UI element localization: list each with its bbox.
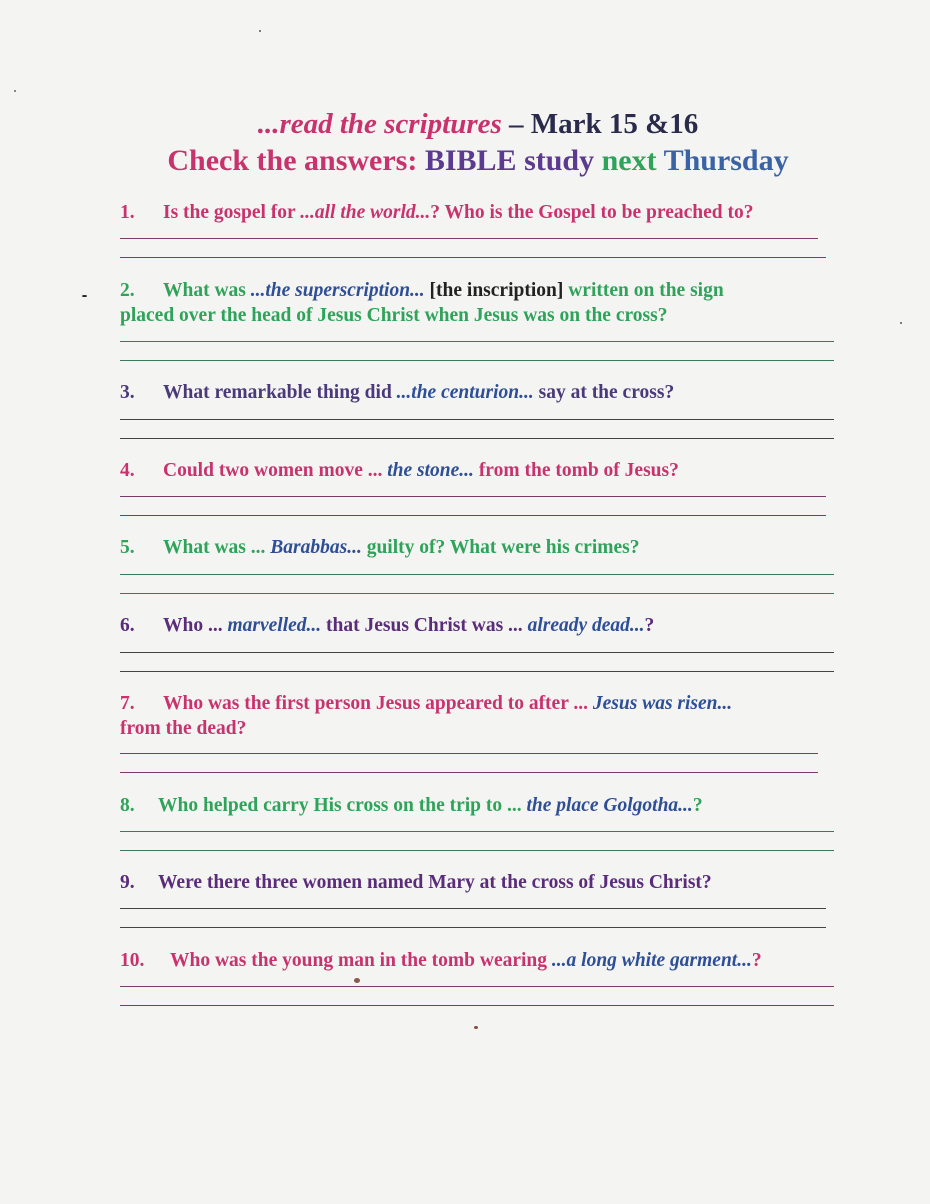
subtitle-next: next [601, 144, 657, 177]
subtitle-bible: BIBLE [424, 144, 517, 177]
question-number: 5. [120, 537, 135, 558]
answer-line [120, 753, 818, 754]
subtitle-check-answers: Check the answers: [167, 144, 425, 177]
question-number: 2. [120, 280, 135, 301]
question-2: 2. What was ...the superscription... [the inscription] written on the sign placed over the head of Jesus Christ when Jesus was on the cross? [120, 280, 724, 326]
question-number: 9. [120, 872, 135, 893]
answer-line [120, 238, 818, 239]
question-8: 8. Who helped carry His cross on the trip to ... the place Golgotha...? [120, 795, 703, 816]
answer-line [120, 850, 834, 851]
question-number: 6. [120, 615, 135, 636]
subtitle-thursday: Thursday [656, 144, 789, 177]
answer-line [120, 908, 826, 909]
answer-line [120, 671, 834, 672]
question-6: 6. Who ... marvelled... that Jesus Christ was ... already dead...? [120, 615, 655, 636]
answer-line [120, 574, 834, 575]
scan-speck [900, 322, 902, 324]
answer-line [120, 1005, 834, 1006]
question-10: 10. Who was the young man in the tomb wearing ...a long white garment...? [120, 950, 762, 971]
question-1: 1. Is the gospel for ...all the world...? Who is the Gospel to be preached to? [120, 202, 754, 223]
title-scripture-phrase: ...read the scriptures [257, 108, 502, 140]
answer-line [120, 257, 826, 258]
answer-line [120, 496, 826, 497]
answer-line [120, 986, 834, 987]
worksheet-subtitle [0, 144, 930, 178]
answer-line [120, 652, 834, 653]
answer-line [120, 438, 834, 439]
scan-speck [474, 1026, 478, 1029]
answer-line [120, 593, 834, 594]
answer-line [120, 419, 834, 420]
answer-line [120, 515, 826, 516]
answer-line [120, 772, 818, 773]
answer-line [120, 360, 834, 361]
question-number: 8. [120, 795, 135, 816]
question-7: 7. Who was the first person Jesus appeared to after ... Jesus was risen... from the dead? [120, 693, 733, 739]
worksheet-title [0, 108, 930, 141]
question-number: 10. [120, 950, 145, 971]
question-number: 4. [120, 460, 135, 481]
question-4: 4. Could two women move ... the stone... from the tomb of Jesus? [120, 460, 679, 481]
subtitle-study: study [516, 144, 602, 177]
scan-speck [82, 295, 87, 297]
scan-speck [259, 30, 261, 32]
title-reference: – Mark 15 &16 [501, 108, 699, 140]
scan-speck [354, 978, 360, 983]
answer-line [120, 927, 826, 928]
question-5: 5. What was ... Barabbas... guilty of? What were his crimes? [120, 537, 640, 558]
scan-speck [14, 90, 16, 92]
question-number: 7. [120, 693, 135, 714]
answer-line [120, 831, 834, 832]
question-9: 9. Were there three women named Mary at the cross of Jesus Christ? [120, 872, 712, 893]
question-number: 3. [120, 382, 135, 403]
question-number: 1. [120, 202, 135, 223]
question-3: 3. What remarkable thing did ...the centurion... say at the cross? [120, 382, 675, 403]
answer-line [120, 341, 834, 342]
